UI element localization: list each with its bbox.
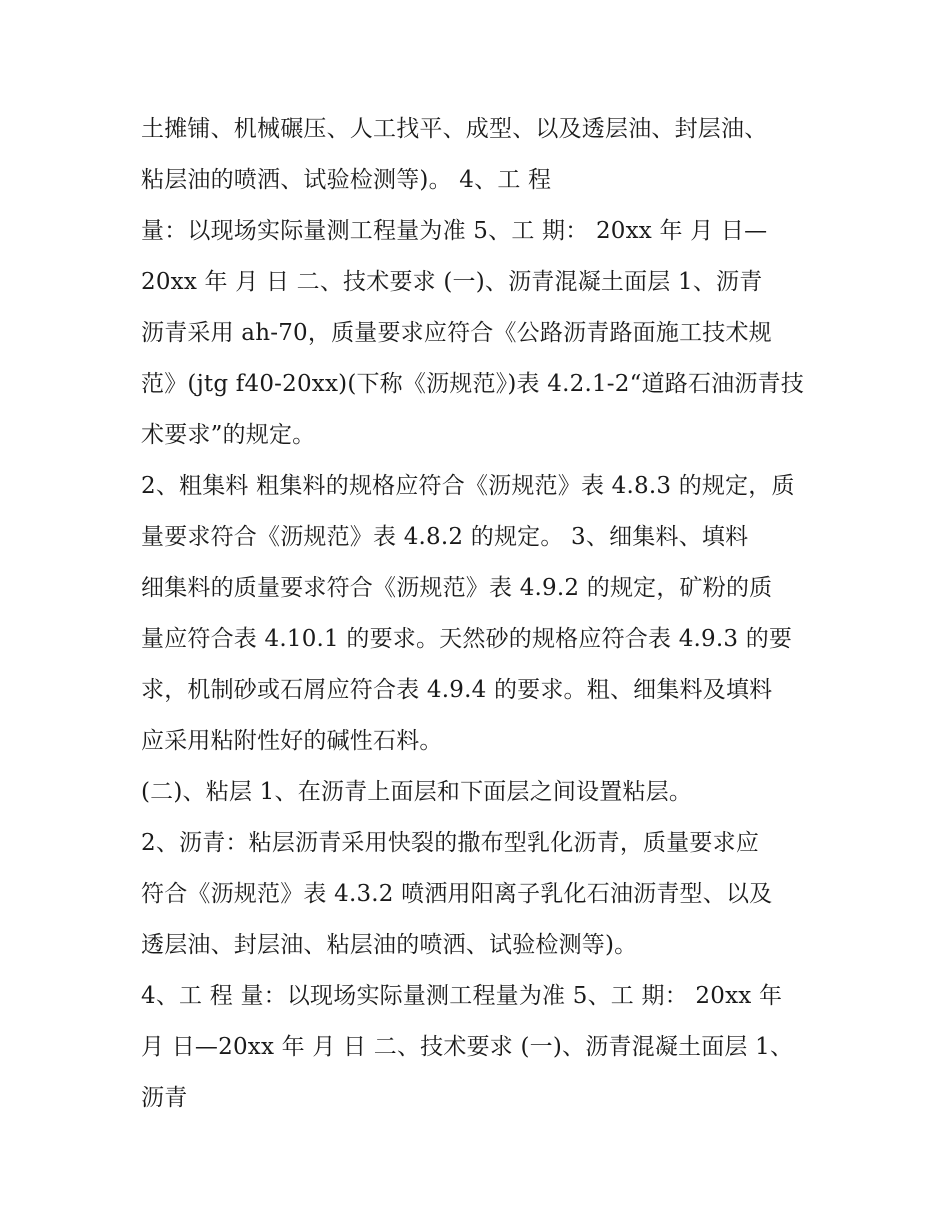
text-line: 求，机制砂或石屑应符合表 4.9.4 的要求。粗、细集料及填料 [141,677,773,703]
text-line: 量应符合表 4.10.1 的要求。天然砂的规格应符合表 4.9.3 的要 [141,626,793,652]
document-body [141,104,821,1124]
text-line: 2、粗集料 粗集料的规格应符合《沥规范》表 4.8.3 的规定，质 [141,473,795,499]
text-line: 月 日—20xx 年 月 日 二、技术要求 (一)、沥青混凝土面层 1、 [141,1034,794,1060]
text-line: 沥青采用 ah-70，质量要求应符合《公路沥青路面施工技术规 [141,320,772,346]
text-line: 术要求”的规定。 [141,422,316,448]
text-line: (二)、粘层 1、在沥青上面层和下面层之间设置粘层。 [141,779,693,805]
text-line: 应采用粘附性好的碱性石料。 [141,728,443,754]
text-line: 量要求符合《沥规范》表 4.8.2 的规定。 3、细集料、填料 [141,524,749,550]
text-line: 沥青 [141,1085,188,1111]
text-line: 符合《沥规范》表 4.3.2 喷洒用阳离子乳化石油沥青型、以及 [141,881,773,907]
text-line: 2、沥青：粘层沥青采用快裂的撒布型乳化沥青，质量要求应 [141,830,760,856]
text-line: 土摊铺、机械碾压、人工找平、成型、以及透层油、封层油、 [141,116,768,142]
text-line: 细集料的质量要求符合《沥规范》表 4.9.2 的规定，矿粉的质 [141,575,773,601]
text-line: 粘层油的喷洒、试验检测等)。 4、工 程 [141,167,552,193]
text-line: 20xx 年 月 日 二、技术要求 (一)、沥青混凝土面层 1、沥青 [141,269,763,295]
text-line: 透层油、封层油、粘层油的喷洒、试验检测等)。 [141,932,638,958]
text-line: 量：以现场实际量测工程量为准 5、工 期： 20xx 年 月 日— [141,218,768,244]
text-line: 范》(jtg f40-20xx)(下称《沥规范》)表 4.2.1-2“道路石油沥青技 [141,371,804,397]
text-line: 4、工 程 量：以现场实际量测工程量为准 5、工 期： 20xx 年 [141,983,783,1009]
